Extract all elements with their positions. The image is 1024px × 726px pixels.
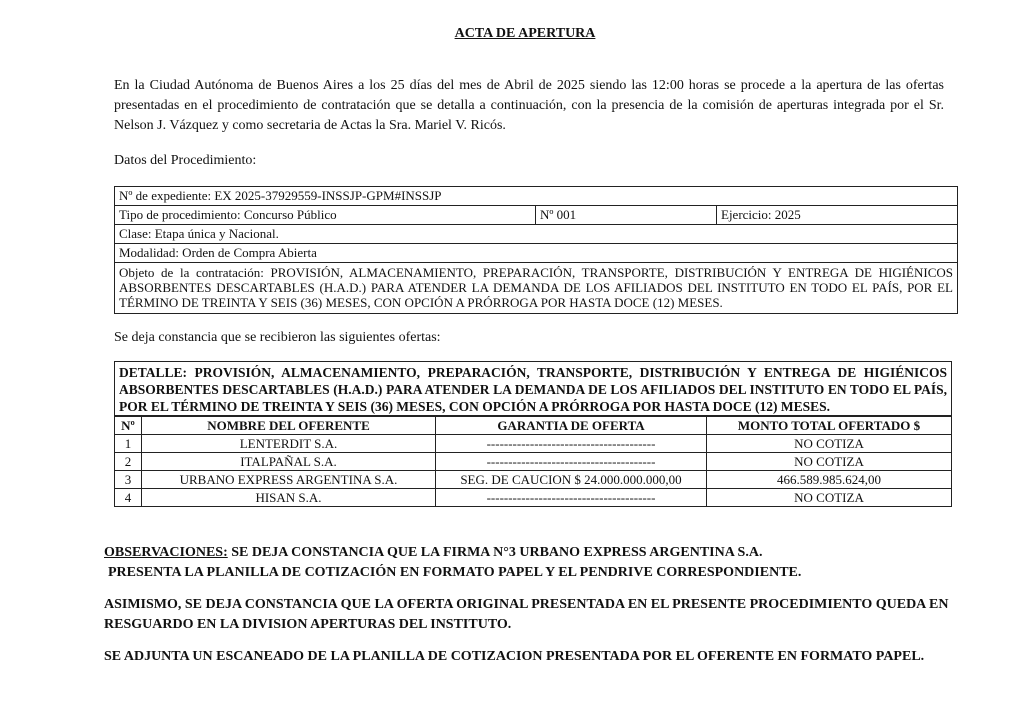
detalle-text: DETALLE: PROVISIÓN, ALMACENAMIENTO, PREPARACIÓN, TRANSPORTE, DISTRIBUCIÓN Y ENTREGA DE HIGIÉNICOS ABSORBENTES DESCARTABLES (H.A.D.) PARA ATENDER LA DEMANDA DE LOS AFILIADOS DEL INSTITUTO EN TODO EL PAÍS, POR EL TÉRMINO DE TREINTA Y SEIS (36) MESES, CON OPCIÓN A PRÓRROGA POR HASTA DOCE (12) MESES. — [115, 362, 951, 416]
oferta-nombre: LENTERDIT S.A. — [142, 435, 436, 453]
oferta-numero: 3 — [115, 471, 142, 489]
oferta-numero: 2 — [115, 453, 142, 471]
table-row — [115, 453, 951, 471]
datos-procedimiento-label: Datos del Procedimiento: — [114, 153, 257, 168]
header-garantia: GARANTIA DE OFERTA — [436, 417, 707, 435]
procedimiento-table — [114, 186, 958, 314]
oferta-garantia: --------------------------------------- — [436, 489, 707, 507]
oferta-nombre: URBANO EXPRESS ARGENTINA S.A. — [142, 471, 436, 489]
oferta-monto: NO COTIZA — [707, 489, 952, 507]
objeto-row: Objeto de la contratación: PROVISIÓN, ALMACENAMIENTO, PREPARACIÓN, TRANSPORTE, DISTRIBUCIÓN Y ENTREGA DE HIGIÉNICOS ABSORBENTES DESCARTABLES (H.A.D.) PARA ATENDER LA DEMANDA DE LOS AFILIADOS DEL INSTITUTO EN TODO EL PAÍS, POR EL TÉRMINO DE TREINTA Y SEIS (36) MESES, CON OPCIÓN A PRÓRROGA POR HASTA DOCE (12) MESES. — [119, 265, 953, 310]
intro-paragraph: En la Ciudad Autónoma de Buenos Aires a los 25 días del mes de Abril de 2025 siendo las 12:00 horas se procede a la apertura de las ofertas presentadas en el procedimiento de contratación que se detalla a continuación, con la presencia de la comisión de aperturas integrada por el Sr. Nelson J. Vázquez y como secretaria de Actas la Sra. Mariel V. Ricós. — [114, 78, 944, 133]
document-title: ACTA DE APERTURA — [454, 26, 596, 41]
observaciones-line1 — [104, 543, 964, 563]
oferta-numero: 4 — [115, 489, 142, 507]
constancia-ofertas: Se deja constancia que se recibieron las siguientes ofertas: — [114, 330, 441, 345]
tipo-row — [115, 206, 957, 225]
ofertas-table — [114, 361, 952, 507]
oferta-monto: 466.589.985.624,00 — [707, 471, 952, 489]
oferta-monto: NO COTIZA — [707, 453, 952, 471]
numero-procedimiento: Nº 001 — [536, 206, 717, 224]
table-row — [115, 489, 951, 507]
table-header-row — [115, 417, 951, 435]
tipo-procedimiento: Tipo de procedimiento: Concurso Público — [115, 206, 536, 224]
modalidad-row: Modalidad: Orden de Compra Abierta — [115, 244, 957, 263]
oferta-garantia: --------------------------------------- — [436, 453, 707, 471]
asimismo-paragraph: ASIMISMO, SE DEJA CONSTANCIA QUE LA OFERTA ORIGINAL PRESENTADA EN EL PRESENTE PROCEDIMIENTO QUEDA EN RESGUARDO EN LA DIVISION APERTURAS DEL INSTITUTO. — [104, 597, 949, 632]
table-row — [115, 435, 951, 453]
adjunta-paragraph: SE ADJUNTA UN ESCANEADO DE LA PLANILLA DE COTIZACION PRESENTADA POR EL OFERENTE EN FORMATO PAPEL. — [104, 649, 925, 664]
header-numero: Nº — [115, 417, 142, 435]
clase-row: Clase: Etapa única y Nacional. — [115, 225, 957, 244]
oferta-numero: 1 — [115, 435, 142, 453]
observaciones-text1: SE DEJA CONSTANCIA QUE LA FIRMA N°3 URBANO EXPRESS ARGENTINA S.A. — [227, 545, 763, 560]
header-nombre: NOMBRE DEL OFERENTE — [142, 417, 436, 435]
observaciones-line2: PRESENTA LA PLANILLA DE COTIZACIÓN EN FORMATO PAPEL Y EL PENDRIVE CORRESPONDIENTE. — [108, 565, 802, 580]
observaciones-label: OBSERVACIONES: — [104, 545, 228, 560]
oferta-monto: NO COTIZA — [707, 435, 952, 453]
expediente-row: Nº de expediente: EX 2025-37929559-INSSJP-GPM#INSSJP — [115, 187, 957, 206]
oferta-garantia: --------------------------------------- — [436, 435, 707, 453]
oferta-nombre: HISAN S.A. — [142, 489, 436, 507]
ejercicio: Ejercicio: 2025 — [721, 207, 801, 222]
oferta-nombre: ITALPAÑAL S.A. — [142, 453, 436, 471]
header-monto: MONTO TOTAL OFERTADO $ — [707, 417, 952, 435]
observaciones-block — [104, 543, 964, 583]
oferta-garantia: SEG. DE CAUCION $ 24.000.000.000,00 — [436, 471, 707, 489]
table-row — [115, 471, 951, 489]
